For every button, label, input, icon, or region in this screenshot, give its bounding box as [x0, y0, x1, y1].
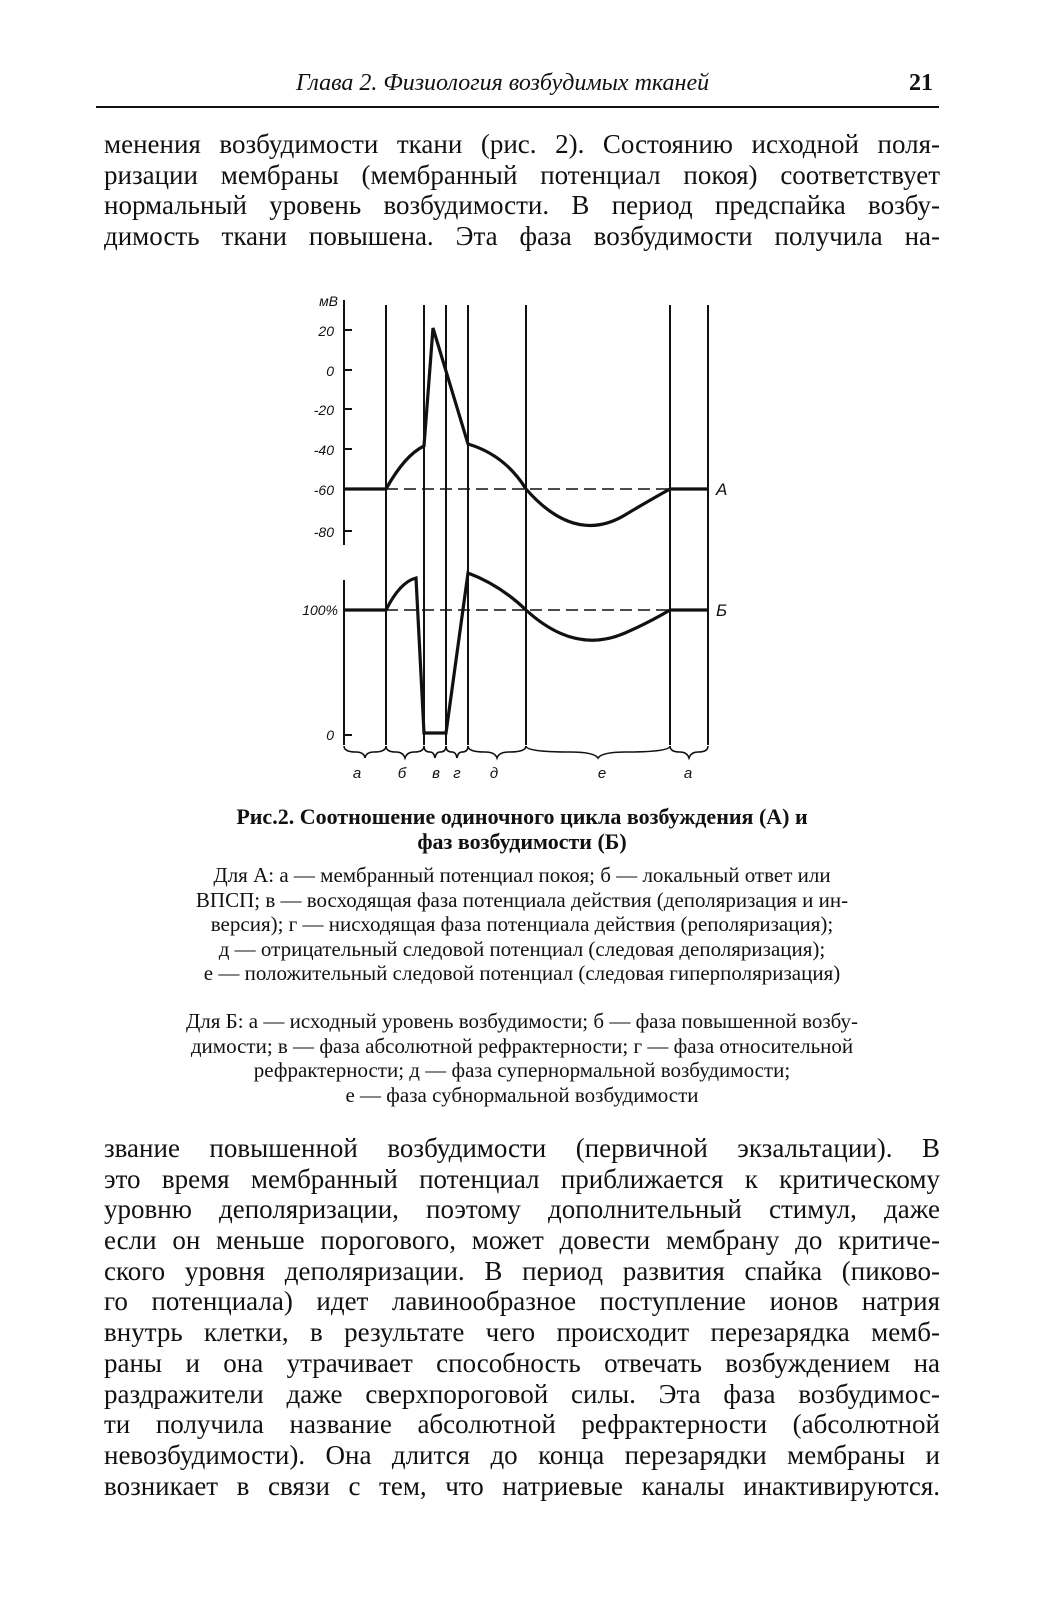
- text-line: димость ткани повышена. Эта фаза возбудимости получила на-: [104, 221, 940, 252]
- mv-tick-label: -60: [313, 482, 334, 498]
- caption-line: димости; в — фаза абсолютной рефрактерности; г — фаза относительной: [190, 1033, 854, 1058]
- phase-label: в: [432, 765, 440, 782]
- caption-line: е — фаза субнормальной возбудимости: [345, 1082, 699, 1107]
- mv-tick-label: 0: [326, 363, 334, 379]
- figure-caption-title: [104, 804, 940, 854]
- caption-title-line: Рис.2. Соотношение одиночного цикла возбуждения (А) и: [236, 804, 808, 829]
- text-line: уровню деполяризации, поэтому дополнительный стимул, даже: [104, 1194, 940, 1225]
- caption-line: Для А: а — мембранный потенциал покоя; б — локальный ответ или: [213, 863, 831, 887]
- text-line: это время мембранный потенциал приближается к критическому: [104, 1163, 940, 1194]
- caption-legend-b: [104, 1009, 940, 1107]
- text-line: ризации мембраны (мембранный потенциал покоя) соответствует: [104, 159, 940, 190]
- phase-brace: [468, 746, 526, 758]
- phase-brace: [424, 746, 446, 758]
- curve-label-b: Б: [716, 601, 728, 620]
- phase-brace: [526, 746, 670, 758]
- phase-brace: [670, 746, 708, 758]
- text-line: невозбудимости). Она длится до конца перезарядки мембраны и: [104, 1439, 940, 1470]
- phase-brace: [386, 746, 424, 758]
- text-line: раздражители даже сверхпороговой силы. Эта фаза возбудимос-: [104, 1378, 940, 1409]
- text-line: возникает в связи с тем, что натриевые каналы инактивируются.: [104, 1470, 940, 1501]
- paragraph-bottom: [104, 1133, 940, 1501]
- text-line: нормальный уровень возбудимости. В период предспайка возбу-: [104, 190, 940, 221]
- phase-label: а: [683, 765, 693, 782]
- caption-title-line: фаз возбудимости (Б): [417, 829, 627, 854]
- phase-label: е: [597, 765, 607, 782]
- zero-label: 0: [326, 727, 334, 743]
- mv-tick-label: -40: [313, 442, 334, 458]
- page-number: 21: [909, 70, 933, 96]
- phase-label: б: [397, 765, 407, 782]
- phase-brace: [446, 746, 468, 758]
- caption-line: д — отрицательный следовой потенциал (следовая деполяризация);: [218, 936, 826, 961]
- mv-tick-label: -80: [313, 524, 334, 540]
- caption-legend-a: [104, 863, 940, 986]
- caption-line: ВПСП; в — восходящая фаза потенциала действия (деполяризация и ин-: [195, 887, 849, 912]
- phase-label: г: [453, 765, 461, 782]
- chapter-title: Глава 2. Физиология возбудимых тканей: [296, 70, 710, 96]
- text-line: менения возбудимости ткани (рис. 2). Состоянию исходной поля-: [104, 129, 940, 159]
- text-line: ти получила название абсолютной рефрактерности (абсолютной: [104, 1409, 940, 1440]
- text-line: го потенциала) идет лавинообразное поступление ионов натрия: [104, 1286, 940, 1317]
- text-line: если он меньше порогового, может довести мембрану до критиче-: [104, 1225, 940, 1256]
- caption-line: Для Б: а — исходный уровень возбудимости; б — фаза повышенной возбу-: [185, 1009, 859, 1033]
- text-line: раны и она утрачивает способность отвечать возбуждением на: [104, 1347, 940, 1378]
- text-line: звание повышенной возбудимости (первичной экзальтации). В: [104, 1133, 940, 1163]
- caption-line: е — положительный следовой потенциал (следовая гиперполяризация): [203, 961, 841, 986]
- caption-line: версия); г — нисходящая фаза потенциала действия (реполяризация);: [210, 912, 834, 937]
- figure-excitation-diagram: [280, 296, 740, 796]
- caption-line: рефрактерности; д — фаза супернормальной возбудимости;: [253, 1058, 791, 1083]
- percent-label: 100%: [302, 602, 338, 618]
- phase-brace: [344, 746, 386, 758]
- phase-label: а: [352, 765, 362, 782]
- mv-tick-label: -20: [313, 402, 334, 418]
- text-line: внутрь клетки, в результате чего происходит перезарядка мемб-: [104, 1317, 940, 1348]
- phase-label: д: [489, 765, 499, 782]
- curve-label-a: А: [716, 480, 728, 499]
- text-line: ского уровня деполяризации. В период развития спайка (пиково-: [104, 1255, 940, 1286]
- mv-tick-label: 20: [318, 323, 334, 339]
- paragraph-top: [104, 129, 940, 252]
- unit-label: мВ: [319, 296, 338, 309]
- running-header: [96, 62, 939, 108]
